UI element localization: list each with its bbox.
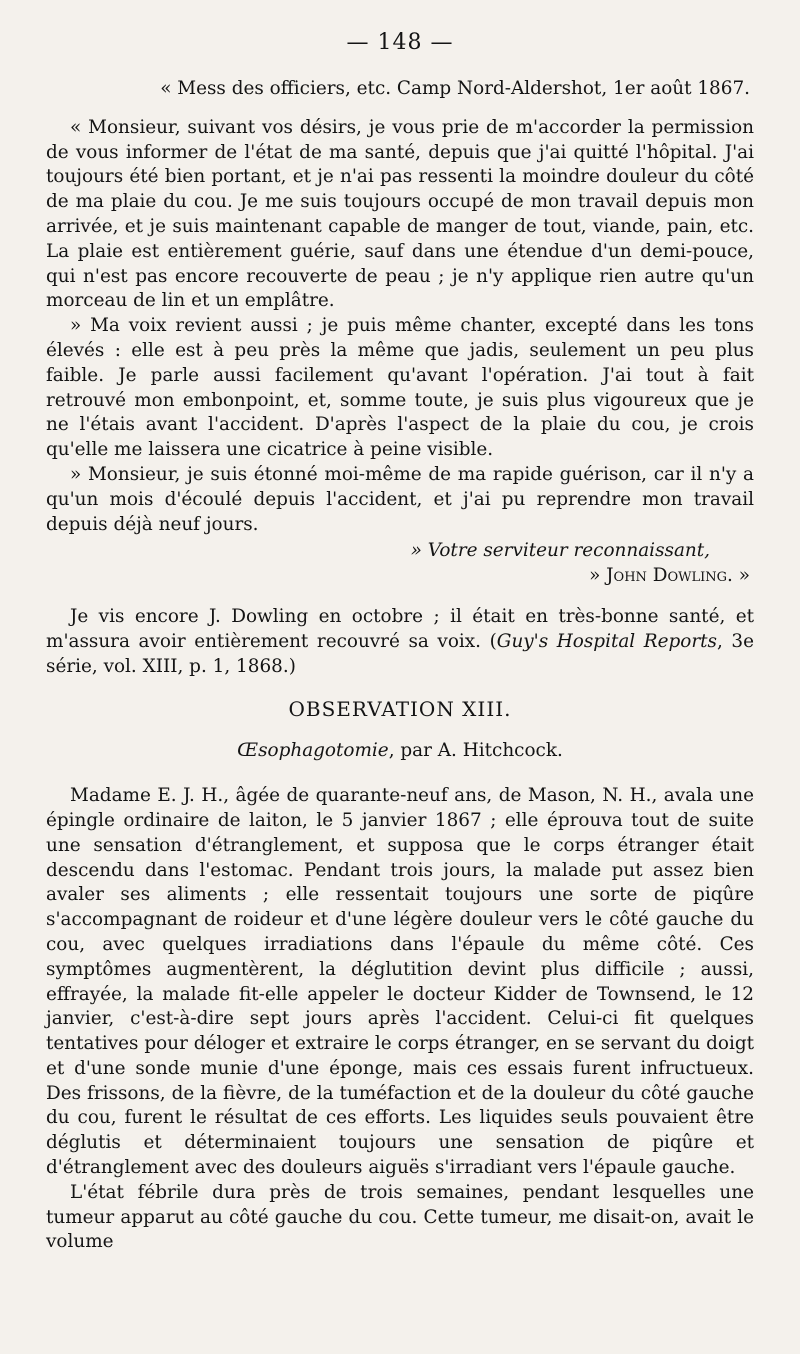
reference-detail: , 3e série, vol. XIII, p. 1, 1868.) <box>46 630 754 677</box>
observation-paragraph: L'état fébrile dura près de trois semaines, pendant lesquelles une tumeur apparut au côté gauche du cou. Cette tumeur, me disait-on, avait le volume <box>46 1181 754 1253</box>
observation-paragraph: Madame E. J. H., âgée de quarante-neuf ans, de Mason, N. H., avala une épingle ordinaire de laiton, le 5 janvier 1867 ; elle éprouva tout de suite une sensation d'étranglement, et supposa que le corps étranger était descendu dans l'estomac. Pendant trois jours, la malade put assez bien avaler ses aliments ; elle ressentait toujours une sorte de piqûre s'accompagnant de roideur et d'une légère douleur vers le côté gauche du cou, avec quelques irradiations dans l'épaule du même côté. Ces symptômes augmentèrent, la déglutition devint plus difficile ; aussi, effrayée, la malade fit-elle appeler le docteur Kidder de Townsend, le 12 janvier, c'est-à-dire sept jours après l'accident. Celui-ci fit quelques tentatives pour déloger et extraire le corps étranger, en se servant du doigt et d'une sonde munie d'une éponge, mais ces essais furent infructueux. Des frissons, de la fièvre, de la tuméfaction et de la douleur du côté gauche du cou, furent le résultat de ces efforts. Les liquides seuls pouvaient être déglutis et déterminaient toujours une sensation de piqûre et d'étranglement avec des douleurs aiguës s'irradiant vers l'épaule gauche. <box>46 785 754 1179</box>
letter-paragraph: » Ma voix revient aussi ; je puis même chanter, excepté dans les tons élevés : elle est à peu près la même que jadis, seulement un peu plus faible. Je parle aussi facilement qu'avant l'opération. J'ai tout à fait retrouvé mon embonpoint, et, somme toute, je suis plus vigoureux que je ne l'étais avant l'accident. D'après l'aspect de la plaie du cou, je crois qu'elle me laissera une cicatrice à peine visible. <box>46 315 754 461</box>
letter-signature: » John Dowling. » <box>589 565 750 587</box>
after-letter-paragraph <box>46 605 754 679</box>
observation-subtitle <box>46 739 754 764</box>
letter-heading: « Mess des officiers, etc. Camp Nord-Aldershot, 1er août 1867. <box>160 78 750 99</box>
letter-closing: » Votre serviteur reconnaissant, <box>410 540 710 562</box>
letter-paragraph: « Monsieur, suivant vos désirs, je vous prie de m'accorder la permission de vous informer de l'état de ma santé, depuis que j'ai quitté l'hôpital. J'ai toujours été bien portant, et je n'ai pas ressenti la moindre douleur du côté de ma plaie du cou. Je me suis toujours occupé de mon travail depuis mon arrivée, et je suis maintenant capable de manger de tout, viande, pain, etc. La plaie est entièrement guérie, sauf dans une étendue d'un demi-pouce, qui n'est pas encore recouverte de peau ; je n'y applique rien autre qu'un morceau de lin et un emplâtre. <box>46 116 754 312</box>
reference-title: Guy's Hospital Reports <box>496 630 717 652</box>
observation-subtitle-author: , par A. Hitchcock. <box>388 740 563 762</box>
after-letter-text: Je vis encore J. Dowling en octobre ; il était en très-bonne santé, et m'assura avoir entièrement recouvré sa voix. ( <box>46 605 754 652</box>
observation-subtitle-topic: Œsophagotomie <box>237 740 389 762</box>
page-number: — 148 — <box>346 30 454 55</box>
observation-title: OBSERVATION XIII. <box>288 697 512 722</box>
letter-paragraph: » Monsieur, je suis étonné moi-même de ma rapide guérison, car il n'y a qu'un mois d'écoulé depuis l'accident, et j'ai pu reprendre mon travail depuis déjà neuf jours. <box>46 463 754 535</box>
